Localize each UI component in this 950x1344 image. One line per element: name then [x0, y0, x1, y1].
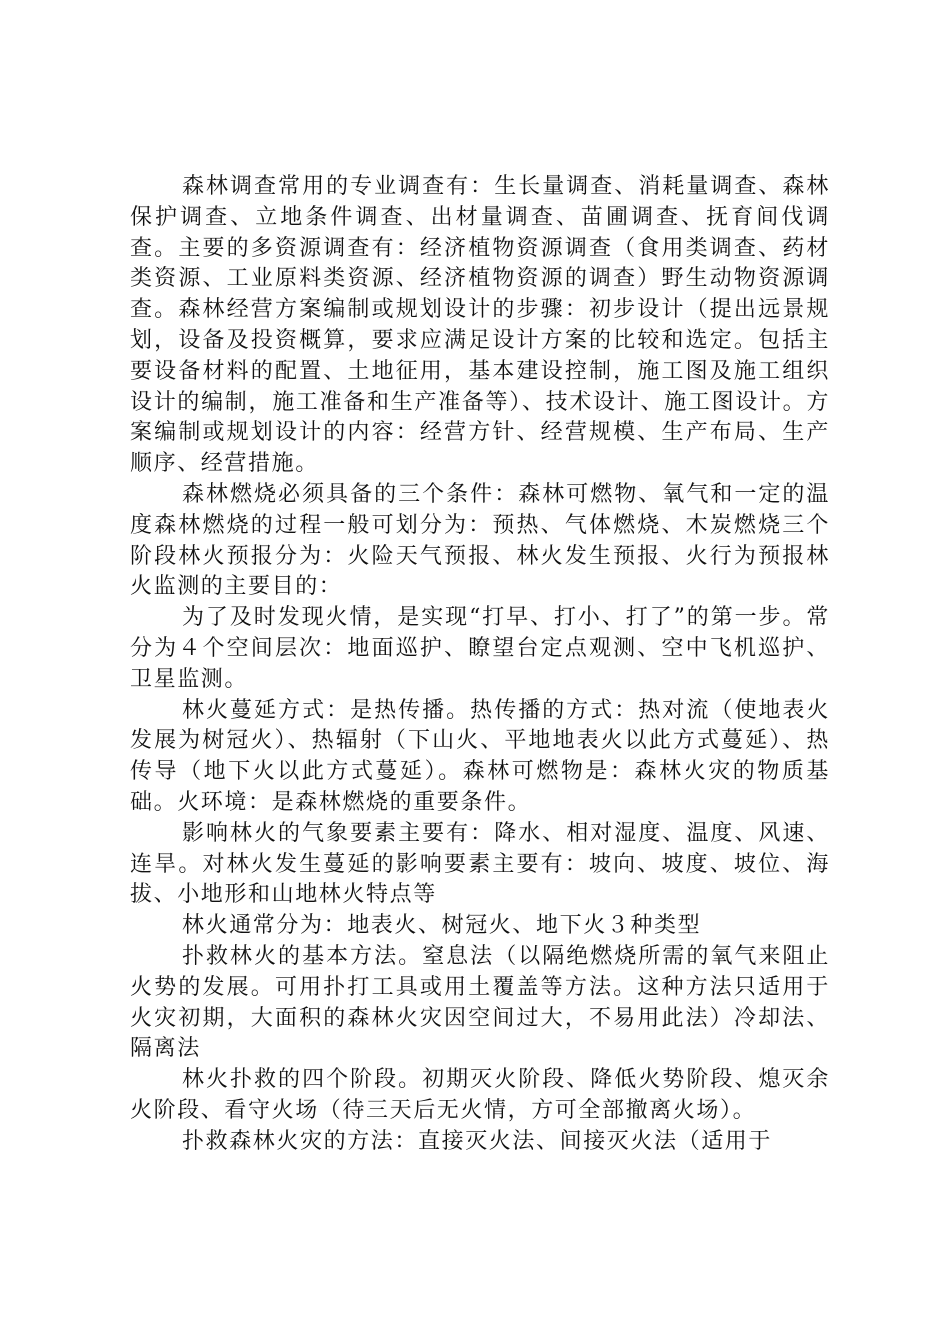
paragraph-firefighting-methods: 扑救森林火灾的方法：直接灭火法、间接灭火法（适用于 — [182, 1128, 773, 1154]
paragraph-suppression-methods: 扑救林火的基本方法。窒息法（以隔绝燃烧所需的氧气来阻止火势的发展。可用扑打工具或用土覆盖等方法。这种方法只适用于火灾初期，大面积的森林火灾因空间过大，不易用此法）冷却法、隔离法 — [130, 943, 830, 1062]
paragraph-fire-spread: 林火蔓延方式：是热传播。热传播的方式：热对流（使地表火发展为树冠火）、热辐射（下山火、平地地表火以此方式蔓延）、热传导（地下火以此方式蔓延）。森林可燃物是：森林火灾的物质基础。火环境：是森林燃烧的重要条件。 — [130, 697, 830, 815]
paragraph-fire-detection: 为了及时发现火情，是实现“打早、打小、打了”的第一步。常分为４个空间层次：地面巡护、瞭望台定点观测、空中飞机巡护、卫星监测。 — [130, 605, 830, 692]
paragraph-fire-types: 林火通常分为：地表火、树冠火、地下火３种类型 — [182, 913, 702, 939]
paragraph-weather-factors: 影响林火的气象要素主要有：降水、相对湿度、温度、风速、连旱。对林火发生蔓延的影响要素主要有：坡向、坡度、坡位、海拔、小地形和山地林火特点等 — [130, 820, 830, 908]
paragraph-forest-survey: 森林调查常用的专业调查有：生长量调查、消耗量调查、森林保护调查、立地条件调查、出材量调查、苗圃调查、抚育间伐调查。主要的多资源调查有：经济植物资源调查（食用类调查、药材类资源、工业原料类资源、经济植物资源的调查）野生动物资源调查。森林经营方案编制或规划设计的步骤：初步设计（提出远景规划，设备及投资概算，要求应满足设计方案的比较和选定。包括主要设备材料的配置、土地征用，基本建设控制，施工图及施工组织设计的编制，施工准备和生产准备等）、技术设计、施工图设计。方案编制或规划设计的内容：经营方针、经营规模、生产布局、生产顺序、经营措施。 — [130, 174, 830, 477]
paragraph-combustion-conditions: 森林燃烧必须具备的三个条件：森林可燃物、氧气和一定的温度森林燃烧的过程一般可划分为：预热、气体燃烧、木炭燃烧三个阶段林火预报分为：火险天气预报、林火发生预报、火行为预报林火监测的主要目的： — [130, 481, 830, 600]
document-body — [130, 172, 830, 1158]
paragraph-suppression-stages: 林火扑救的四个阶段。初期灭火阶段、降低火势阶段、熄灭余火阶段、看守火场（待三天后无火情，方可全部撤离火场）。 — [130, 1067, 830, 1123]
